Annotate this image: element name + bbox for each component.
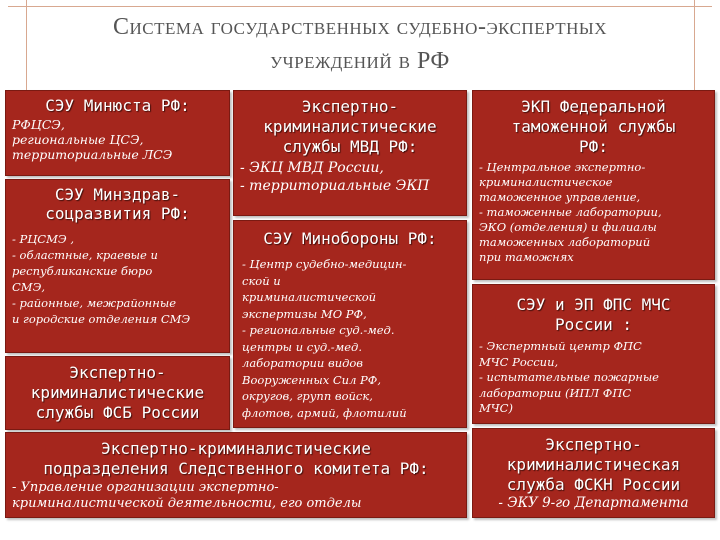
box-mchs-heading [479, 295, 708, 335]
box-minzdrav-line: - РЦСМЭ , [12, 232, 74, 246]
box-customs-line: при таможнях [479, 250, 574, 264]
box-fsb [5, 356, 230, 430]
box-customs-line: ЭКО (отделения) и филиалы [479, 220, 657, 234]
box-fsb-heading-line: криминалистические [30, 383, 205, 402]
box-mchs-line: - Экспертный центр ФПС [479, 339, 642, 353]
box-minoborony-line: ской и [242, 273, 281, 288]
box-fskn-line: - ЭКУ 9-го Департамента [498, 495, 689, 511]
box-minzdrav-line: - областные, краевые и [12, 248, 158, 262]
box-minzdrav-heading [12, 185, 223, 223]
box-sk-heading-line: Экспертно-криминалистические [101, 439, 371, 458]
box-minoborony-line: центры и суд.-мед. [242, 339, 362, 354]
box-minjust [5, 90, 230, 176]
box-fskn-heading-line: Экспертно- [545, 435, 642, 454]
slide-title [40, 10, 680, 78]
box-customs [472, 90, 715, 280]
box-minjust-body [12, 117, 223, 162]
box-minjust-line: территориальные ЛСЭ [12, 147, 173, 162]
box-sk-heading [12, 439, 460, 479]
box-minzdrav-heading-line: соцразвития РФ: [45, 204, 190, 223]
box-minoborony-line: флотов, армий, флотилий [242, 405, 407, 420]
box-sk-body [12, 480, 460, 512]
box-mvd-heading-line: Экспертно- [301, 97, 399, 116]
box-mchs-line: МЧС России, [479, 354, 559, 369]
box-mvd [233, 90, 467, 216]
box-minzdrav-line: республиканские бюро [12, 264, 153, 278]
box-customs-line: таможенных лабораторий [479, 235, 651, 249]
box-sk-line: криминалистической деятельности, его отделы [12, 496, 362, 511]
box-minzdrav-line: СМЭ, [12, 280, 46, 294]
box-mvd-heading-line: службы МВД РФ: [282, 137, 418, 156]
box-customs-heading-line: РФ: [579, 137, 608, 156]
box-mvd-heading-line: криминалистические [263, 117, 437, 136]
box-mvd-heading [240, 97, 460, 157]
box-mchs-body [479, 339, 708, 417]
box-minoborony-heading: СЭУ Минобороны РФ: [263, 229, 437, 248]
box-mchs [472, 284, 715, 424]
box-mvd-line: - ЭКЦ МВД России, [240, 160, 384, 176]
box-minzdrav-body [12, 231, 223, 327]
box-customs-heading-line: ЭКП Федеральной [521, 97, 666, 116]
box-fsb-heading-line: Экспертно- [69, 363, 166, 382]
box-fsb-heading-line: службы ФСБ России [35, 403, 200, 422]
box-minjust-line: региональные ЦСЭ, [12, 132, 144, 147]
box-minoborony-line: Вооруженных Сил РФ, [242, 372, 381, 387]
box-customs-line: криминалистическое [479, 175, 613, 189]
box-minoborony-line: округов, групп войск, [242, 389, 373, 403]
box-minzdrav [5, 179, 230, 353]
box-mchs-line: МЧС) [479, 401, 513, 415]
box-fskn-body [477, 495, 710, 512]
box-customs-heading [479, 97, 708, 157]
box-mchs-heading-line: СЭУ и ЭП ФПС МЧС [516, 295, 671, 314]
box-minoborony-line: - Центр судебно-медицин- [242, 257, 407, 271]
title-line-2: учреждений в РФ [270, 48, 450, 74]
box-mchs-line: лаборатории (ИПЛ ФПС [479, 385, 632, 400]
frame-line-left [26, 0, 27, 92]
box-minoborony-line: - региональные суд.-мед. [242, 323, 395, 337]
frame-line-top [8, 6, 712, 7]
title-line-1: Система государственных судебно-экспертных [112, 14, 608, 40]
box-customs-heading-line: таможенной службы [511, 117, 676, 136]
box-mchs-heading-line: России : [554, 315, 633, 334]
frame-line-right [694, 0, 695, 92]
box-sk-line: - Управление организации экспертно- [12, 480, 279, 495]
box-minjust-line: РФЦСЭ, [12, 117, 65, 132]
box-minoborony-line: экспертизы МО РФ, [242, 306, 367, 321]
box-customs-line: - таможенные лаборатории, [479, 205, 662, 219]
box-mvd-line: - территориальные ЭКП [240, 178, 430, 194]
box-minzdrav-line: и городские отделения СМЭ [12, 312, 191, 326]
box-sk [5, 432, 467, 518]
box-fskn-heading-line: служба ФСКН России [506, 475, 681, 494]
box-minoborony-line: криминалистической [242, 290, 377, 304]
box-minjust-heading: СЭУ Минюста РФ: [45, 96, 190, 115]
box-customs-line: - Центральное экспертно- [479, 160, 646, 174]
box-minzdrav-line: - районные, межрайонные [12, 296, 177, 310]
box-minoborony [233, 220, 467, 428]
box-customs-body [479, 160, 708, 265]
box-sk-heading-line: подразделения Следственного комитета РФ: [43, 459, 429, 478]
box-fskn [472, 428, 715, 518]
box-minzdrav-heading-line: СЭУ Минздрав- [54, 185, 181, 204]
box-minoborony-line: лаборатории видов [242, 356, 364, 370]
box-customs-line: таможенное управление, [479, 190, 641, 204]
box-mvd-body [240, 159, 460, 195]
box-mchs-line: - испытательные пожарные [479, 370, 659, 384]
box-minoborony-body [242, 256, 458, 421]
box-fskn-heading-line: криминалистическая [506, 455, 681, 474]
box-fsb-heading [10, 363, 225, 423]
box-fskn-heading [477, 435, 710, 495]
